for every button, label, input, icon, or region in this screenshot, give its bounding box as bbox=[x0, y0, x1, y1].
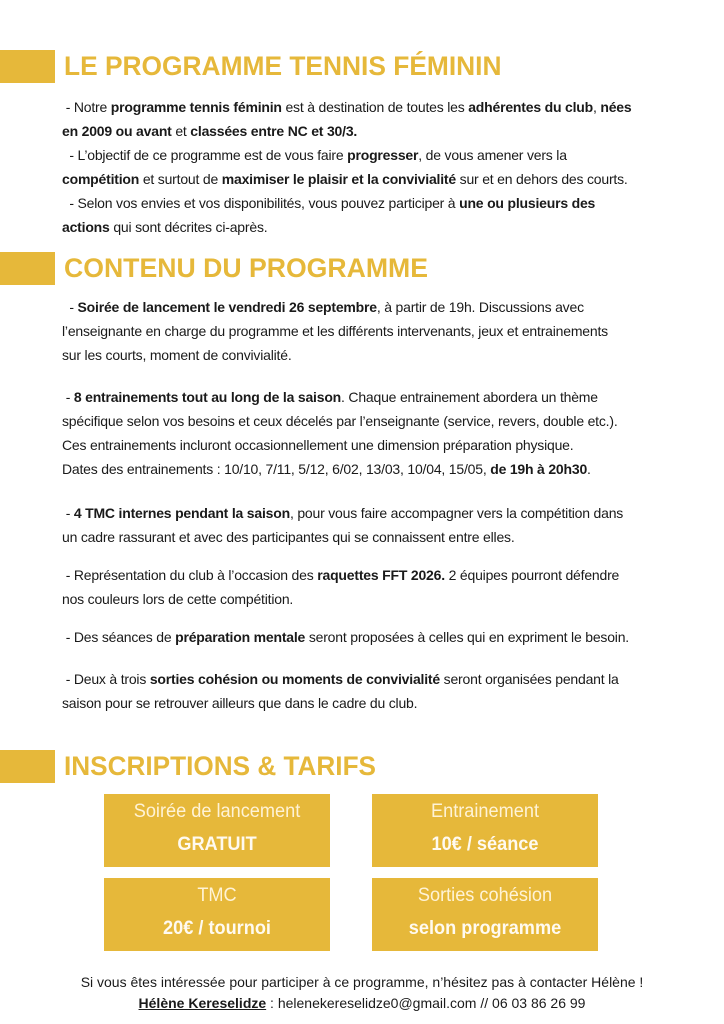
paragraph-tmc bbox=[62, 501, 707, 549]
text-line bbox=[62, 167, 707, 191]
bold-text: nées bbox=[600, 99, 632, 115]
section-marker bbox=[0, 252, 55, 285]
text-line bbox=[62, 457, 707, 481]
text: , pour vous faire accompagner vers la compétition dans bbox=[289, 505, 624, 521]
bold-text: une ou plusieurs des bbox=[459, 195, 596, 211]
text: , à partir de 19h. Discussions avec bbox=[376, 299, 584, 315]
text-line bbox=[62, 409, 707, 433]
text: - bbox=[62, 389, 74, 405]
bold-text: programme tennis féminin bbox=[110, 99, 282, 115]
bold-text: sorties cohésion ou moments de convivialité bbox=[149, 671, 440, 687]
text-line bbox=[62, 691, 707, 715]
contact-line bbox=[0, 993, 724, 1014]
bold-text: classées entre NC et 30/3. bbox=[190, 123, 358, 139]
bold-text: compétition bbox=[62, 171, 140, 187]
bold-text: 4 TMC internes pendant la saison bbox=[73, 505, 290, 521]
section-title-contenu: CONTENU DU PROGRAMME bbox=[64, 253, 428, 283]
text-line bbox=[62, 587, 707, 611]
text: - Notre bbox=[62, 99, 111, 115]
text: . bbox=[587, 461, 591, 477]
text: nos couleurs lors de cette compétition. bbox=[62, 591, 294, 607]
text: . Chaque entrainement abordera un thème bbox=[341, 389, 598, 405]
tarif-label: Soirée de lancement bbox=[133, 801, 301, 822]
text-line bbox=[62, 667, 707, 691]
text: - Selon vos envies et vos disponibilités, vous pouvez participer à bbox=[62, 195, 460, 211]
bold-text: de 19h à 20h30 bbox=[490, 461, 588, 477]
text: sur les courts, moment de convivialité. bbox=[62, 347, 292, 363]
paragraph-intro bbox=[62, 95, 707, 239]
text-line bbox=[62, 95, 707, 119]
text: 2 équipes pourront défendre bbox=[444, 567, 620, 583]
text-line bbox=[62, 191, 707, 215]
text: Dates des entrainements : 10/10, 7/11, 5/12, 6/02, 13/03, 10/04, 15/05, bbox=[62, 461, 491, 477]
text: un cadre rassurant et avec des participantes qui se connaissent entre elles. bbox=[62, 529, 515, 545]
paragraph-sorties bbox=[62, 667, 707, 715]
text: seront organisées pendant la bbox=[439, 671, 619, 687]
bold-text: maximiser le plaisir et la convivialité bbox=[221, 171, 456, 187]
tarif-card-soiree bbox=[104, 794, 330, 867]
text: - Deux à trois bbox=[62, 671, 150, 687]
tarif-card-tmc bbox=[104, 878, 330, 951]
text: Ces entrainements incluront occasionnellement une dimension préparation physique. bbox=[62, 437, 574, 453]
section-title-inscriptions: INSCRIPTIONS & TARIFS bbox=[64, 751, 377, 781]
bold-text: préparation mentale bbox=[175, 629, 306, 645]
contact-name: Hélène Kereselidze bbox=[138, 995, 267, 1011]
tarif-price: GRATUIT bbox=[177, 834, 257, 855]
text: - Représentation du club à l’occasion des bbox=[62, 567, 318, 583]
text-line bbox=[62, 319, 707, 343]
tarif-label: Sorties cohésion bbox=[417, 885, 553, 906]
text: qui sont décrites ci-après. bbox=[109, 219, 268, 235]
text-line bbox=[62, 295, 707, 319]
text-line bbox=[62, 119, 707, 143]
text: , bbox=[592, 99, 601, 115]
bold-text: raquettes FFT 2026. bbox=[317, 567, 445, 583]
tarif-card-entrainement bbox=[372, 794, 598, 867]
text: et surtout de bbox=[139, 171, 222, 187]
text: l’enseignante en charge du programme et les différents intervenants, jeux et entrainements bbox=[62, 323, 608, 339]
text-line bbox=[62, 625, 707, 649]
tarif-label: TMC bbox=[197, 885, 237, 906]
text: sur et en dehors des courts. bbox=[455, 171, 628, 187]
text: seront proposées à celles qui en expriment le besoin. bbox=[305, 629, 629, 645]
text: - bbox=[62, 299, 78, 315]
text: - L’objectif de ce programme est de vous faire bbox=[62, 147, 348, 163]
text-line bbox=[62, 563, 707, 587]
text: , de vous amener vers la bbox=[418, 147, 567, 163]
tarif-price: 10€ / séance bbox=[431, 834, 539, 855]
section-marker bbox=[0, 50, 55, 83]
paragraph-raquettes bbox=[62, 563, 707, 611]
text-line bbox=[62, 525, 707, 549]
tarif-price: 20€ / tournoi bbox=[163, 918, 271, 939]
tarif-price: selon programme bbox=[408, 918, 562, 939]
section-title-programme: LE PROGRAMME TENNIS FÉMININ bbox=[64, 51, 502, 81]
text: spécifique selon vos besoins et ceux décelés par l’enseignante (service, revers, double etc.). bbox=[62, 413, 618, 429]
tarif-label: Entrainement bbox=[430, 801, 539, 822]
text-line bbox=[62, 385, 707, 409]
text: saison pour se retrouver ailleurs que dans le cadre du club. bbox=[62, 695, 418, 711]
text-line bbox=[62, 433, 707, 457]
paragraph-preparation-mentale bbox=[62, 625, 707, 649]
paragraph-soiree bbox=[62, 295, 707, 367]
bold-text: en 2009 ou avant bbox=[62, 123, 172, 139]
bold-text: adhérentes du club bbox=[468, 99, 593, 115]
bold-text: actions bbox=[62, 219, 110, 235]
text: est à destination de toutes les bbox=[281, 99, 469, 115]
text: - Des séances de bbox=[62, 629, 176, 645]
bold-text: 8 entrainements tout au long de la saison bbox=[73, 389, 342, 405]
text: et bbox=[171, 123, 191, 139]
bold-text: progresser bbox=[347, 147, 419, 163]
section-marker bbox=[0, 750, 55, 783]
bold-text: Soirée de lancement le vendredi 26 septembre bbox=[77, 299, 377, 315]
contact-details: : helenekereselidze0@gmail.com // 06 03 86 26 99 bbox=[266, 995, 586, 1011]
text-line bbox=[62, 343, 707, 367]
text-line bbox=[62, 143, 707, 167]
paragraph-entrainements bbox=[62, 385, 707, 481]
contact-message: Si vous êtes intéressée pour participer à ce programme, n’hésitez pas à contacter Hélène ! bbox=[80, 974, 644, 990]
text: - bbox=[62, 505, 74, 521]
text-line bbox=[62, 501, 707, 525]
tarif-card-sorties bbox=[372, 878, 598, 951]
text-line bbox=[62, 215, 707, 239]
